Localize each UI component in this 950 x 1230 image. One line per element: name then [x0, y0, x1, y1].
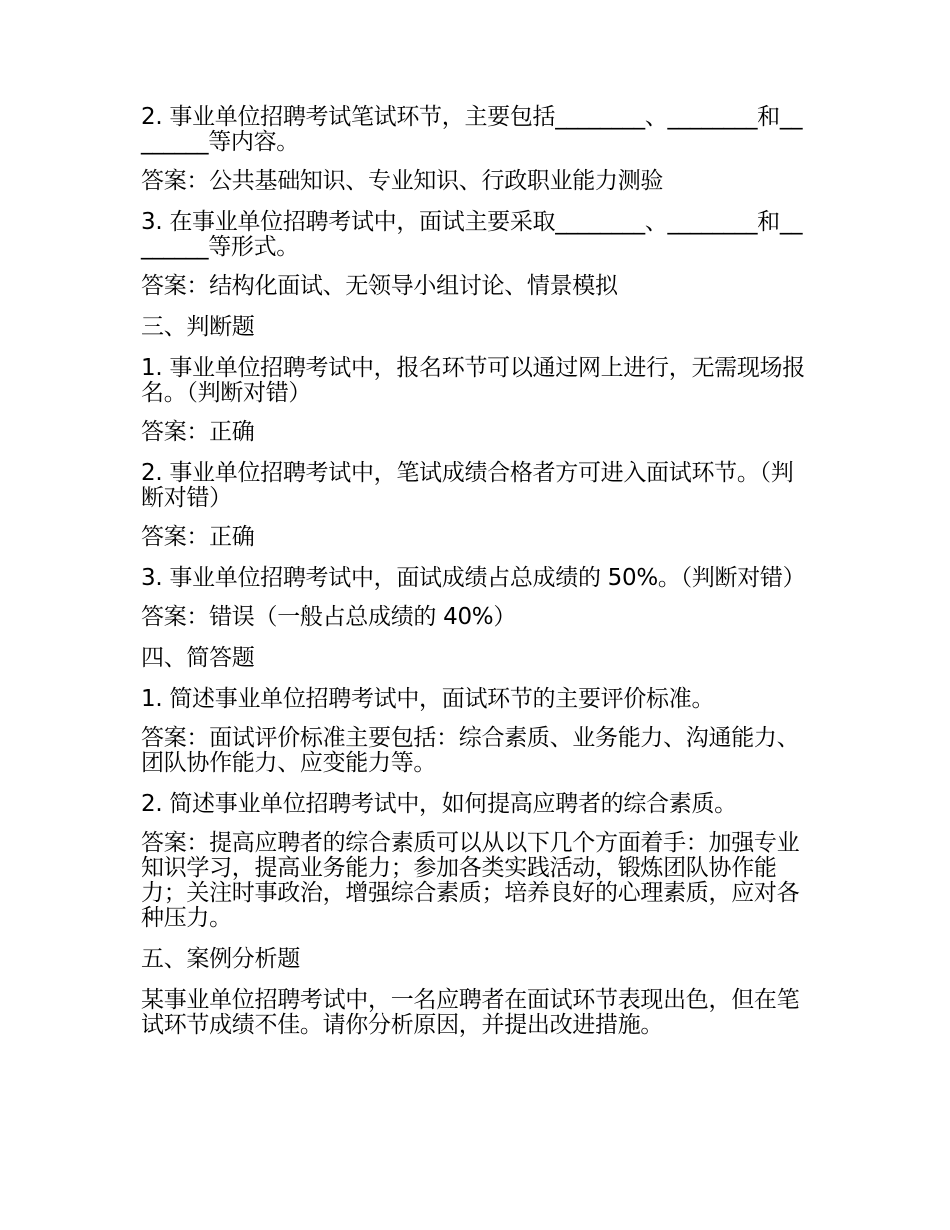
answer-short-1: 答案：面试评价标准主要包括：综合素质、业务能力、沟通能力、团队协作能力、应变能力等。 [141, 725, 800, 776]
question-judge-3: 3. 事业单位招聘考试中，面试成绩占总成绩的 50%。（判断对错） [141, 565, 806, 591]
question-fill-3: 3. 在事业单位招聘考试中，面试主要采取________、________和________等形式。 [141, 209, 803, 260]
question-judge-2: 2. 事业单位招聘考试中，笔试成绩合格者方可进入面试环节。（判断对错） [141, 460, 794, 511]
answer-fill-3: 答案：结构化面试、无领导小组讨论、情景模拟 [141, 273, 618, 299]
document-page [141, 105, 813, 1052]
question-fill-2: 2. 事业单位招聘考试笔试环节，主要包括________、________和________等内容。 [141, 104, 803, 155]
section-heading-judgement: 三、判断题 [141, 314, 255, 340]
answer-judge-2: 答案：正确 [141, 524, 255, 550]
question-judge-1: 1. 事业单位招聘考试中，报名环节可以通过网上进行，无需现场报名。（判断对错） [141, 355, 805, 406]
question-short-1: 1. 简述事业单位招聘考试中，面试环节的主要评价标准。 [141, 686, 715, 712]
answer-judge-3: 答案：错误（一般占总成绩的 40%） [141, 604, 517, 630]
answer-fill-2: 答案：公共基础知识、专业知识、行政职业能力测验 [141, 168, 664, 194]
question-short-2: 2. 简述事业单位招聘考试中，如何提高应聘者的综合素质。 [141, 791, 737, 817]
answer-judge-1: 答案：正确 [141, 419, 255, 445]
question-case-1: 某事业单位招聘考试中，一名应聘者在面试环节表现出色，但在笔试环节成绩不佳。请你分析原因，并提出改进措施。 [141, 987, 800, 1038]
answer-short-2: 答案：提高应聘者的综合素质可以从以下几个方面着手：加强专业知识学习，提高业务能力；参加各类实践活动，锻炼团队协作能力；关注时事政治，增强综合素质；培养良好的心理素质，应对各种压力。 [141, 830, 800, 931]
section-heading-case-analysis: 五、案例分析题 [141, 946, 300, 972]
section-heading-short-answer: 四、简答题 [141, 645, 255, 671]
